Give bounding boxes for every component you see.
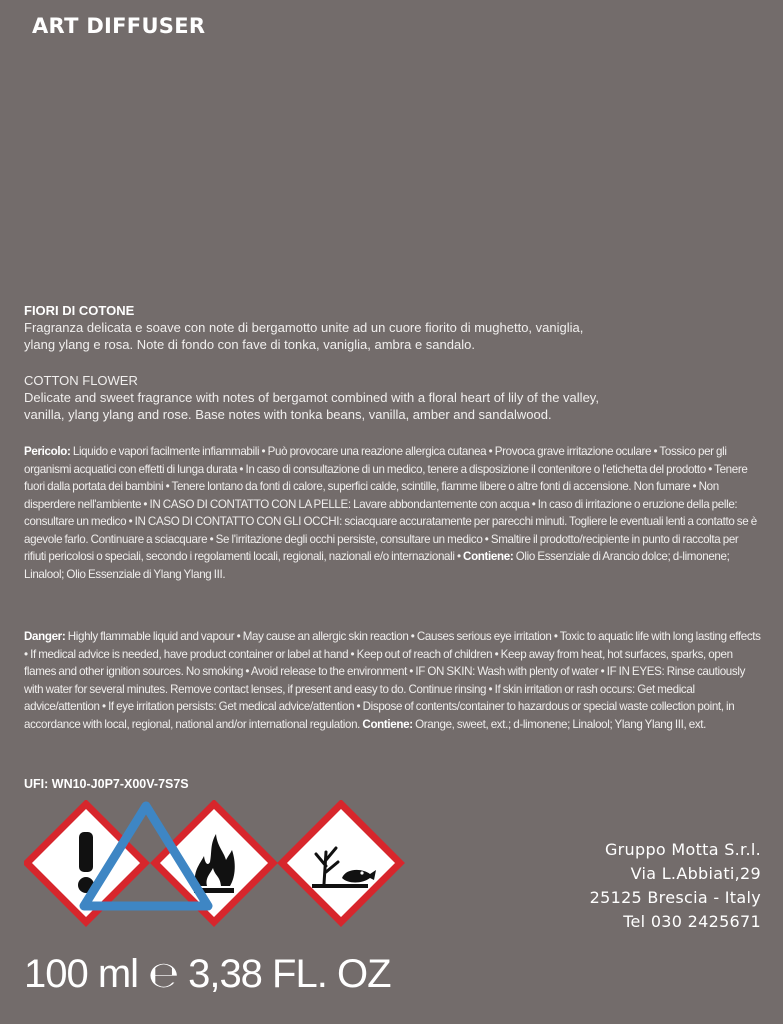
fragrance-en-title: COTTON FLOWER: [24, 373, 138, 388]
fragrance-it-title: FIORI DI COTONE: [24, 303, 135, 318]
warning-it-body: Liquido e vapori facilmente infiammabili • Può provocare una reazione allergica cutanea • Provoca grave irritazione oculare • Tossico per gli organismi acquatici con effetti di lunga durata • In caso di consultazione di un medico, tenere a disposizione il contenitore o l'etichetta del prodotto • Tenere fuori dalla portata dei bambini • Tenere lontano da fonti di calore, superfici calde, scintille, fiamme libere o altre fonti di accensione. Non fumare • Non disperdere nell'ambiente • IN CASO DI CONTATTO CON LA PELLE: Lavare abbondantemente con acqua • In caso di irritazione o eruzione della pelle: consultare un medico • IN CASO DI CONTATTO CON GLI OCCHI: sciacquare accuratamente per parecchi minuti. Togliere le eventuali lenti a contatto se è agevole farlo. Continuare a sciacquare • Se l'irritazione degli occhi persiste, consultare un medico • Smaltire il prodotto/recipiente in punto di raccolta per rifiuti pericolosi o speciali, secondo i regolamenti locali, regionali, nazionali e/o internazionali •: [24, 445, 757, 563]
ghs-pictograms: [24, 800, 414, 930]
warning-en-text: [24, 628, 762, 733]
volume-floz: 3,38 FL. OZ: [188, 952, 391, 996]
company-address: [590, 838, 761, 934]
warning-it-text: [24, 443, 762, 583]
volume-statement: [24, 952, 391, 997]
warning-it-contents-label: Contiene:: [463, 550, 514, 563]
fragrance-it-desc-line1: Fragranza delicata e soave con note di bergamotto unite ad un cuore fiorito di mughetto, vaniglia,: [24, 320, 584, 335]
fragrance-it-desc-line2: ylang ylang e rosa. Note di fondo con fave di tonka, vaniglia, ambra e sandalo.: [24, 337, 475, 352]
fragrance-en-desc-line1: Delicate and sweet fragrance with notes of bergamot combined with a floral heart of lily of the valley,: [24, 390, 599, 405]
warning-english: [24, 628, 762, 733]
warning-en-label: Danger:: [24, 630, 66, 643]
company-phone: Tel 030 2425671: [623, 912, 761, 931]
brand-title: ART DIFFUSER: [32, 14, 206, 38]
warning-it-label: Pericolo:: [24, 445, 71, 458]
warning-en-contents-label: Contiene:: [362, 717, 413, 731]
volume-ml: 100 ml: [24, 952, 139, 996]
fragrance-en-desc-line2: vanilla, ylang ylang and rose. Base notes with tonka beans, vanilla, amber and sandalwood.: [24, 407, 552, 422]
warning-en-contents: Orange, sweet, ext.; d-limonene; Linalool; Ylang Ylang III, ext.: [412, 717, 707, 731]
environment-hazard-icon: [282, 804, 400, 922]
estimated-sign-icon: ℮: [148, 955, 178, 996]
ufi-code: UFI: WN10-J0P7-X00V-7S7S: [24, 777, 189, 791]
company-street: Via L.Abbiati,29: [630, 864, 761, 883]
fragrance-english: [24, 372, 764, 423]
warning-it-contents: Olio Essenziale di Arancio dolce; d-limonene; Linalool; Olio Essenziale di Ylang Ylang III.: [24, 550, 730, 581]
warning-en-body: Highly flammable liquid and vapour • May cause an allergic skin reaction • Causes serious eye irritation • Toxic to aquatic life with long lasting effects • If medical advice is needed, have product container or label at hand • Keep out of reach of children • Keep away from heat, hot surfaces, sparks, open flames and other ignition sources. No smoking • Avoid release to the environment • IF ON SKIN: Wash with plenty of water • IF IN EYES: Rinse cautiously with water for several minutes. Remove contact lenses, if present and easy to do. Continue rinsing • If skin irritation or rash occurs: Get medical advice/attention • If eye irritation persists: Get medical advice/attention • Dispose of contents/container to hazardous or special waste collection point, in accordance with local, regional, national and/or international regulation.: [24, 630, 761, 731]
fragrance-italian: [24, 302, 764, 353]
company-city: 25125 Brescia - Italy: [589, 888, 761, 907]
company-name: Gruppo Motta S.r.l.: [604, 840, 761, 859]
warning-italian: [24, 443, 762, 583]
